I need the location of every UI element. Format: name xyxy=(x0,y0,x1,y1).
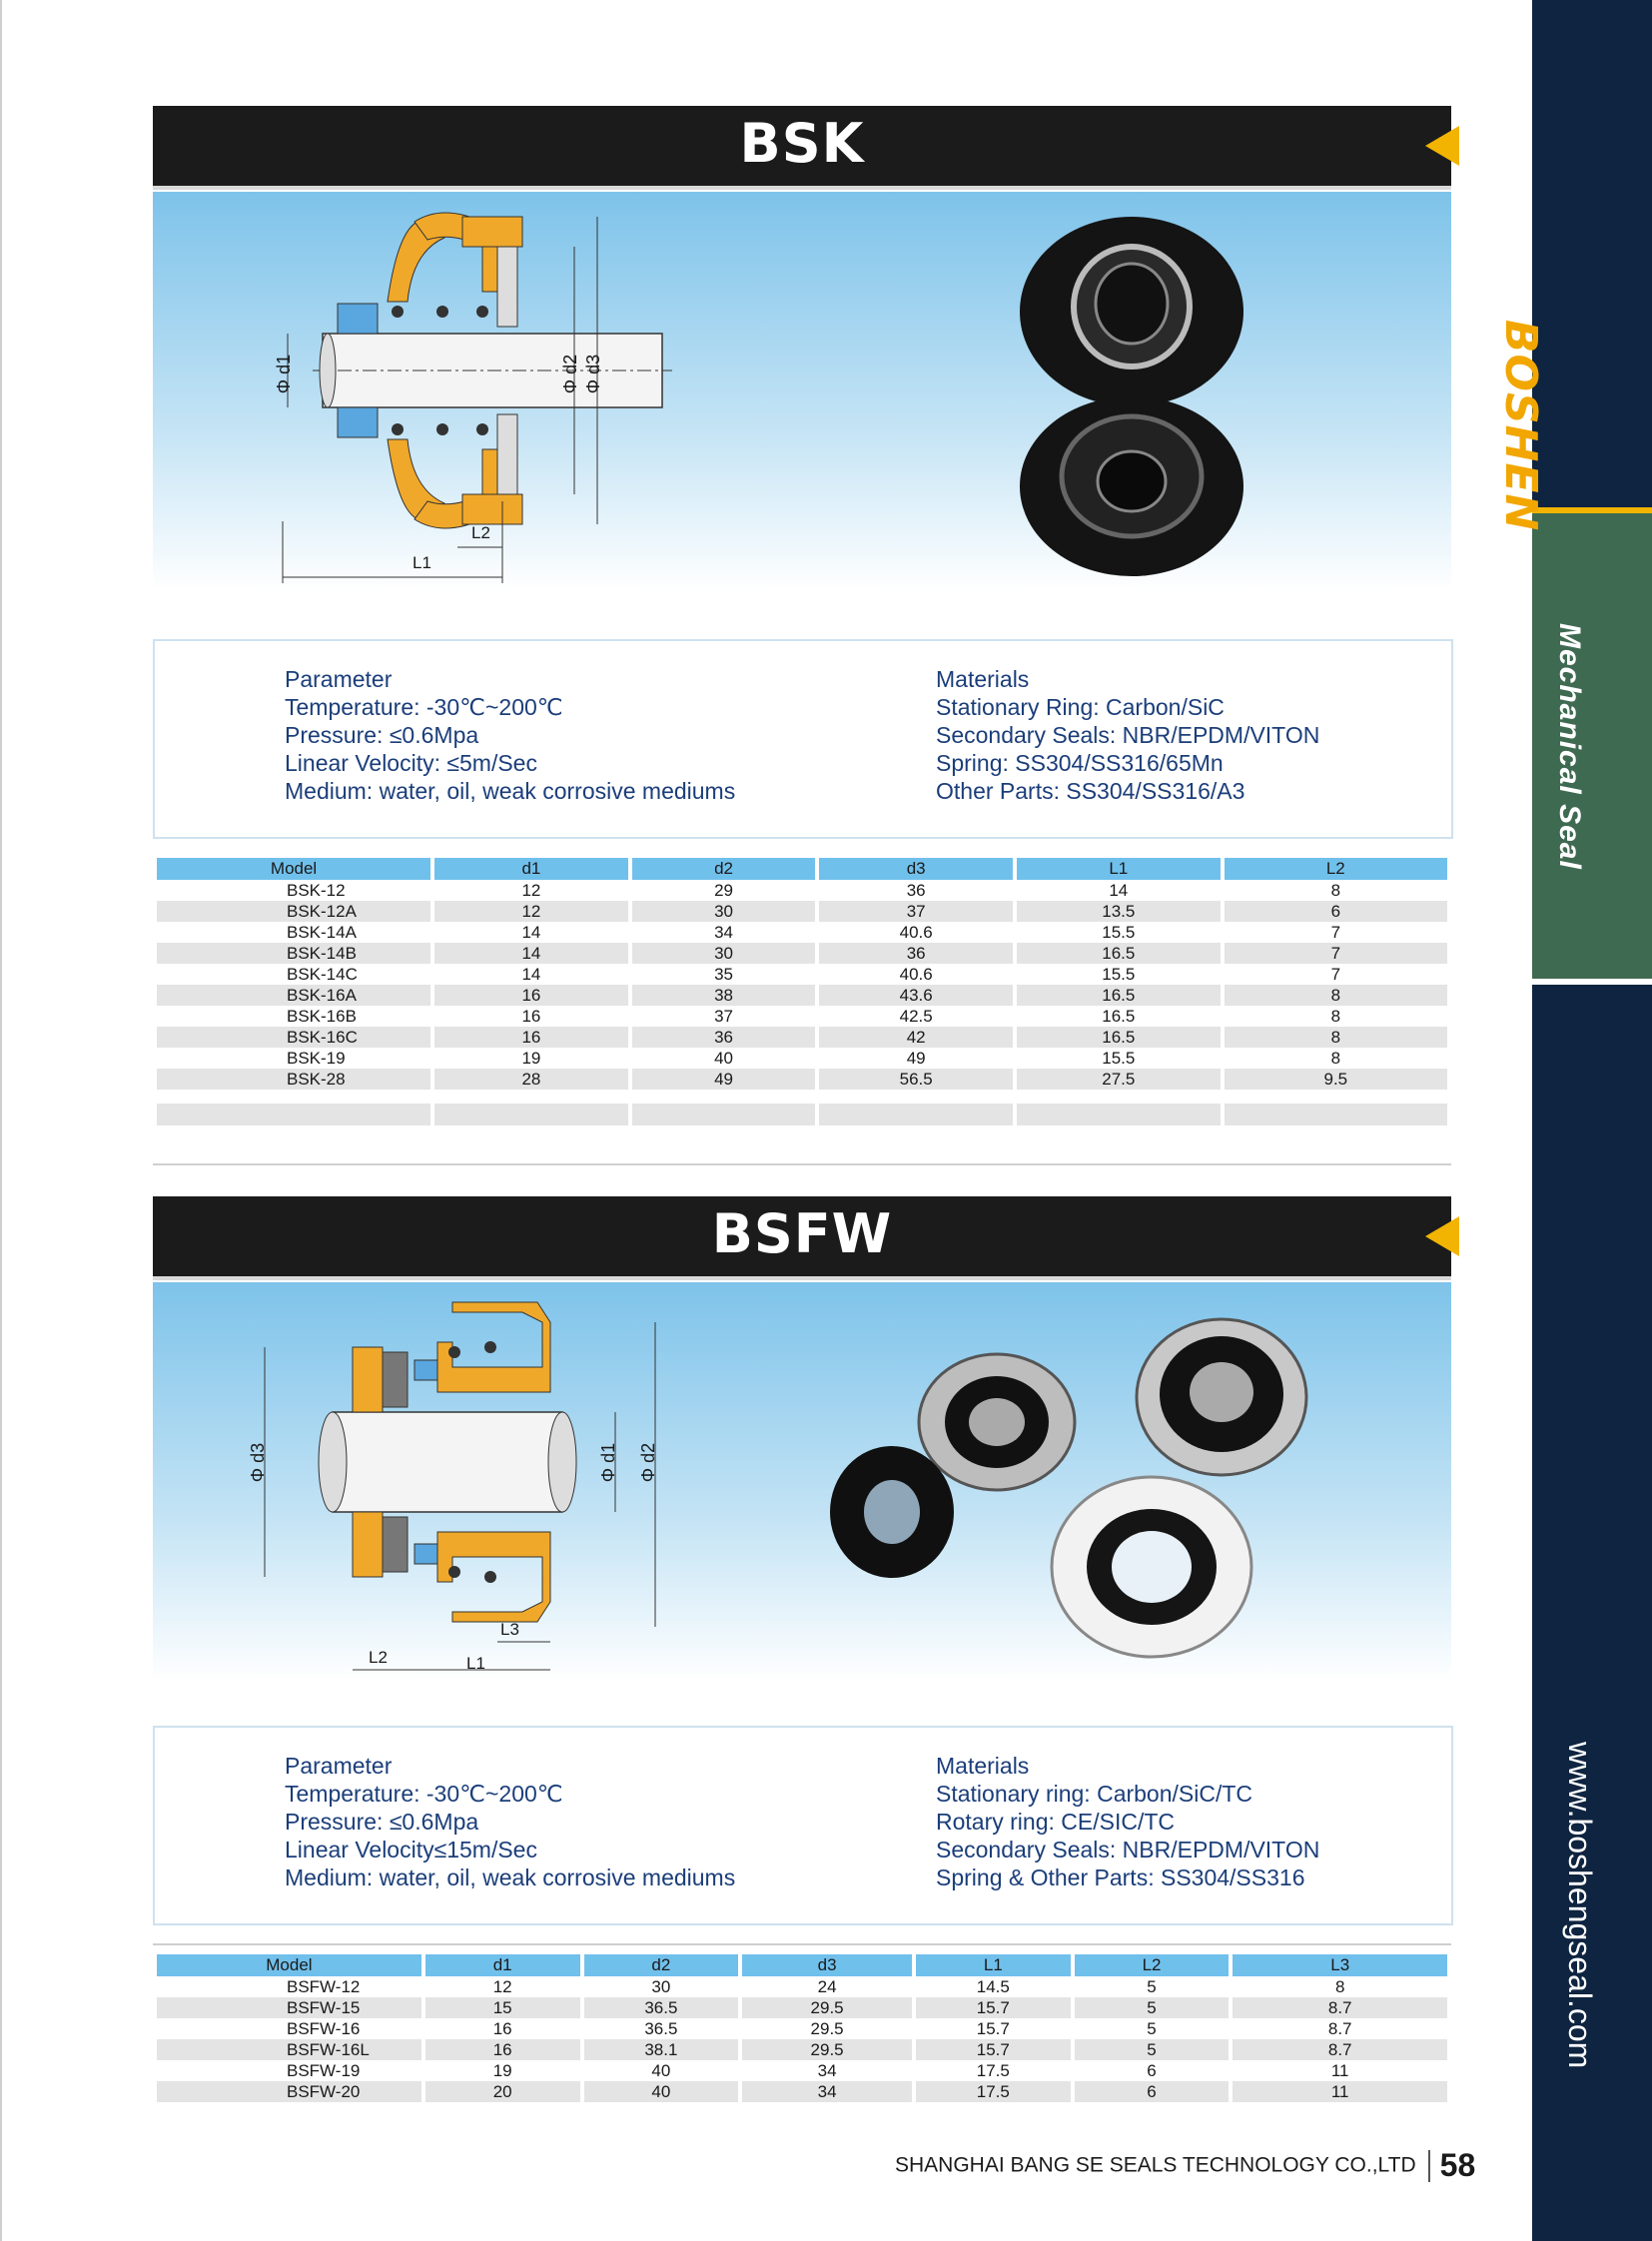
table-cell: 34 xyxy=(742,2081,912,2102)
table-cell: 8.7 xyxy=(1327,2018,1352,2038)
table-cell: 36.5 xyxy=(644,2018,678,2038)
table-cell: 15.5 xyxy=(1102,922,1136,942)
spec-box-bsk xyxy=(153,639,1453,839)
parameter-heading: Parameter xyxy=(285,666,393,692)
header-underline xyxy=(153,186,1451,190)
table-cell: 17.5 xyxy=(916,2081,1071,2102)
footer-divider xyxy=(1428,2150,1430,2182)
blank-cell xyxy=(157,1104,430,1125)
table-cell: BSK-16A xyxy=(157,985,430,1006)
table-cell: 16 xyxy=(434,1027,628,1048)
parameter-line: Linear Velocity≤15m/Sec xyxy=(285,1837,537,1863)
table-cell: 29 xyxy=(714,880,733,900)
parameter-line: Medium: water, oil, weak corrosive mediums xyxy=(285,1865,736,1890)
materials-line: Other Parts: SS304/SS316/A3 xyxy=(936,778,1245,804)
table-cell: 5 xyxy=(1075,1997,1230,2018)
table-cell: 12 xyxy=(434,901,628,922)
product-image-panel-bsfw xyxy=(153,1282,1451,1682)
table-header-row xyxy=(157,1954,1447,1976)
table-cell: 29.5 xyxy=(810,2018,844,2038)
column-header: d2 xyxy=(632,858,816,880)
table-cell: 5 xyxy=(1147,1976,1157,1996)
table-row xyxy=(157,1048,1447,1069)
spacer-cell xyxy=(632,1090,816,1104)
table-cell: BSK-16C xyxy=(157,1027,430,1048)
parameter-line: Temperature: -30℃~200℃ xyxy=(285,1781,563,1807)
materials-heading: Materials xyxy=(936,1753,1030,1779)
table-cell: 16 xyxy=(521,1006,541,1026)
table-spacer-row xyxy=(157,1090,1447,1104)
table-cell: 8 xyxy=(1330,880,1341,900)
table-cell: 28 xyxy=(434,1069,628,1090)
spacer-cell xyxy=(157,1090,430,1104)
column-header: Model xyxy=(157,858,430,880)
parameter-line: Linear Velocity: ≤5m/Sec xyxy=(285,750,537,776)
table-cell: 5 xyxy=(1147,2018,1157,2038)
triangle-marker-icon xyxy=(1425,126,1459,166)
table-cell: 15.5 xyxy=(1102,1048,1136,1068)
table-cell: 8 xyxy=(1330,1048,1341,1068)
blank-cell xyxy=(434,1104,628,1125)
dim-d3-label: Φ d3 xyxy=(583,354,604,394)
materials-line: Spring & Other Parts: SS304/SS316 xyxy=(936,1865,1305,1890)
table-cell: 38.1 xyxy=(584,2039,739,2060)
table-cell: 36.5 xyxy=(584,1997,739,2018)
table-cell: BSFW-12 xyxy=(287,1976,361,1996)
table-cell: 27.5 xyxy=(1017,1069,1221,1090)
table-cell: 34 xyxy=(817,2060,837,2080)
parameter-line: Medium: water, oil, weak corrosive mediums xyxy=(285,778,736,804)
table-cell: 30 xyxy=(651,1976,671,1996)
column-header: d3 xyxy=(819,858,1013,880)
table-cell: 7 xyxy=(1225,943,1447,964)
table-cell: 37 xyxy=(819,901,1013,922)
spec-box-bsfw xyxy=(153,1726,1453,1925)
table-row xyxy=(157,1976,1447,1997)
table-cell: 38 xyxy=(632,985,816,1006)
spacer-cell xyxy=(1225,1090,1447,1104)
table-cell: BSFW-20 xyxy=(157,2081,421,2102)
table-cell: 36 xyxy=(906,880,926,900)
materials-line: Secondary Seals: NBR/EPDM/VITON xyxy=(936,1837,1320,1863)
dim-l2-label: L2 xyxy=(471,523,490,542)
blank-cell xyxy=(1017,1104,1221,1125)
table-cell: 8.7 xyxy=(1233,1997,1447,2018)
table-cell: 36 xyxy=(632,1027,816,1048)
table-cell: 40 xyxy=(714,1048,733,1068)
table-cell: 6 xyxy=(1147,2060,1157,2080)
table-cell: 34 xyxy=(714,922,733,942)
table-cell: BSK-19 xyxy=(287,1048,346,1068)
materials-line: Stationary Ring: Carbon/SiC xyxy=(936,694,1225,720)
table-cell: 16.5 xyxy=(1017,1027,1221,1048)
table-cell: 8 xyxy=(1225,985,1447,1006)
dim-d2-label: Φ d2 xyxy=(638,1442,659,1483)
column-header: d2 xyxy=(584,1954,739,1976)
table-cell: 16.5 xyxy=(1102,1006,1136,1026)
table-cell: 6 xyxy=(1225,901,1447,922)
blank-cell xyxy=(632,1104,816,1125)
parameter-line: Pressure: ≤0.6Mpa xyxy=(285,722,479,748)
table-blank-row xyxy=(157,1104,1447,1125)
table-cell: 15.7 xyxy=(916,1997,1071,2018)
table-cell: 16 xyxy=(425,2039,580,2060)
bsk-drawing xyxy=(153,192,1451,591)
table-cell: 16.5 xyxy=(1017,985,1221,1006)
dim-d2-label: Φ d2 xyxy=(560,354,581,394)
table-cell: 8 xyxy=(1225,1027,1447,1048)
table-row xyxy=(157,943,1447,964)
section-separator xyxy=(153,1163,1451,1165)
table-cell: 15.7 xyxy=(976,2018,1010,2038)
table-cell: BSK-14A xyxy=(287,922,357,942)
triangle-marker-icon xyxy=(1425,1216,1459,1256)
table-cell: 35 xyxy=(714,964,733,984)
materials-column xyxy=(936,1752,1319,1891)
header-underline xyxy=(153,1276,1451,1280)
table-cell: 16 xyxy=(492,2018,512,2038)
table-top-rule xyxy=(153,1943,1451,1945)
table-cell: 19 xyxy=(521,1048,541,1068)
table-cell: 49 xyxy=(632,1069,816,1090)
section-title: BSK xyxy=(739,112,865,175)
table-row xyxy=(157,880,1447,901)
table-cell: BSK-28 xyxy=(157,1069,430,1090)
table-cell: BSFW-16L xyxy=(157,2039,421,2060)
dim-l1-label: L1 xyxy=(466,1654,485,1673)
page-number: 58 xyxy=(1439,2147,1476,2183)
table-cell: 5 xyxy=(1075,2039,1230,2060)
dim-l2-label: L2 xyxy=(369,1648,388,1667)
spec-table-bsfw xyxy=(153,1954,1451,2102)
blank-cell xyxy=(819,1104,1013,1125)
parameter-line: Pressure: ≤0.6Mpa xyxy=(285,1809,479,1835)
spec-table-bsk xyxy=(153,858,1451,1125)
table-cell: 56.5 xyxy=(819,1069,1013,1090)
table-cell: BSK-14B xyxy=(157,943,430,964)
section-header-bsk xyxy=(153,106,1451,186)
table-cell: 40 xyxy=(584,2081,739,2102)
table-cell: 19 xyxy=(492,2060,512,2080)
parameter-line: Temperature: -30℃~200℃ xyxy=(285,694,563,720)
table-cell: 15.7 xyxy=(916,2039,1071,2060)
table-cell: BSK-16B xyxy=(287,1006,357,1026)
parameter-column xyxy=(285,665,735,805)
column-header: L3 xyxy=(1233,1954,1447,1976)
dim-l3-label: L3 xyxy=(500,1620,519,1639)
column-header: L1 xyxy=(916,1954,1071,1976)
table-cell: 30 xyxy=(632,943,816,964)
column-header: d3 xyxy=(742,1954,912,1976)
table-row xyxy=(157,964,1447,985)
table-cell: 12 xyxy=(521,880,541,900)
sidebar-divider xyxy=(1532,979,1652,985)
materials-column xyxy=(936,665,1319,805)
table-cell: BSFW-15 xyxy=(157,1997,421,2018)
table-cell: BSFW-16 xyxy=(287,2018,361,2038)
table-row xyxy=(157,901,1447,922)
table-cell: 30 xyxy=(632,901,816,922)
section-header-bsfw xyxy=(153,1196,1451,1276)
table-cell: 16 xyxy=(434,985,628,1006)
table-cell: 40 xyxy=(651,2060,671,2080)
website-link[interactable]: www.boshengseal.com xyxy=(1562,1742,1598,2069)
dim-d3-label: Φ d3 xyxy=(248,1442,269,1483)
table-cell: 37 xyxy=(714,1006,733,1026)
table-cell: BSK-12A xyxy=(157,901,430,922)
spacer-cell xyxy=(434,1090,628,1104)
table-cell: 11 xyxy=(1233,2081,1447,2102)
table-cell: BSK-12 xyxy=(287,880,346,900)
parameter-heading: Parameter xyxy=(285,1753,393,1779)
table-row xyxy=(157,922,1447,943)
company-name: SHANGHAI BANG SE SEALS TECHNOLOGY CO.,LTD xyxy=(895,2153,1416,2177)
spacer-cell xyxy=(1017,1090,1221,1104)
materials-line: Stationary ring: Carbon/SiC/TC xyxy=(936,1781,1253,1807)
table-cell: 40.6 xyxy=(899,922,933,942)
table-cell: 8.7 xyxy=(1233,2039,1447,2060)
dim-d1-label: Φ d1 xyxy=(598,1442,619,1483)
table-cell: 20 xyxy=(425,2081,580,2102)
table-cell: 29.5 xyxy=(742,2039,912,2060)
table-cell: 16.5 xyxy=(1017,943,1221,964)
table-cell: 7 xyxy=(1330,964,1341,984)
column-header: L1 xyxy=(1017,858,1221,880)
column-header: d1 xyxy=(425,1954,580,1976)
table-cell: 14 xyxy=(521,922,541,942)
materials-line: Rotary ring: CE/SIC/TC xyxy=(936,1809,1175,1835)
table-cell: 24 xyxy=(817,1976,837,1996)
table-cell: 11 xyxy=(1330,2060,1349,2080)
table-row xyxy=(157,1006,1447,1027)
parameter-column xyxy=(285,1752,735,1891)
section-title: BSFW xyxy=(711,1202,893,1265)
table-cell: 49 xyxy=(906,1048,926,1068)
table-cell: 12 xyxy=(492,1976,512,1996)
table-row xyxy=(157,1069,1447,1090)
table-cell: 7 xyxy=(1330,922,1341,942)
dim-d1-label: Φ d1 xyxy=(274,354,295,394)
table-row xyxy=(157,2060,1447,2081)
table-cell: 14.5 xyxy=(976,1976,1010,1996)
spacer-cell xyxy=(819,1090,1013,1104)
table-cell: 8 xyxy=(1330,1006,1341,1026)
table-header-row xyxy=(157,858,1447,880)
table-row xyxy=(157,2081,1447,2102)
materials-heading: Materials xyxy=(936,666,1030,692)
materials-line: Secondary Seals: NBR/EPDM/VITON xyxy=(936,722,1320,748)
table-cell: 14 xyxy=(434,943,628,964)
dim-l1-label: L1 xyxy=(413,553,431,572)
table-cell: 42.5 xyxy=(899,1006,933,1026)
table-cell: BSFW-19 xyxy=(287,2060,361,2080)
page-footer xyxy=(895,2147,1475,2184)
table-row xyxy=(157,985,1447,1006)
table-body xyxy=(157,1976,1447,2102)
materials-line: Spring: SS304/SS316/65Mn xyxy=(936,750,1224,776)
table-cell: 43.6 xyxy=(819,985,1013,1006)
table-cell: 6 xyxy=(1075,2081,1230,2102)
table-row xyxy=(157,2018,1447,2039)
table-cell: BSK-14C xyxy=(287,964,358,984)
table-cell: 29.5 xyxy=(742,1997,912,2018)
brand-logo: BOSHEN xyxy=(1495,320,1546,532)
table-cell: 8 xyxy=(1334,1976,1345,1996)
table-row xyxy=(157,1997,1447,2018)
blank-cell xyxy=(1225,1104,1447,1125)
page-edge xyxy=(0,0,2,2241)
table-cell: 40.6 xyxy=(899,964,933,984)
table-row xyxy=(157,2039,1447,2060)
table-cell: 9.5 xyxy=(1225,1069,1447,1090)
table-cell: 13.5 xyxy=(1017,901,1221,922)
table-cell: 15.5 xyxy=(1102,964,1136,984)
column-header: L2 xyxy=(1225,858,1447,880)
bsfw-drawing xyxy=(153,1282,1451,1682)
table-cell: 14 xyxy=(1109,880,1129,900)
table-cell: 17.5 xyxy=(976,2060,1010,2080)
table-body xyxy=(157,880,1447,1125)
product-image-panel-bsk xyxy=(153,192,1451,591)
table-cell: 15 xyxy=(425,1997,580,2018)
column-header: d1 xyxy=(434,858,628,880)
table-cell: 42 xyxy=(819,1027,1013,1048)
table-cell: 14 xyxy=(521,964,541,984)
category-label: Mechanical Seal xyxy=(1553,623,1586,870)
column-header: Model xyxy=(157,1954,421,1976)
table-row xyxy=(157,1027,1447,1048)
sidebar-category-block xyxy=(1532,513,1652,979)
table-cell: 36 xyxy=(819,943,1013,964)
column-header: L2 xyxy=(1075,1954,1230,1976)
